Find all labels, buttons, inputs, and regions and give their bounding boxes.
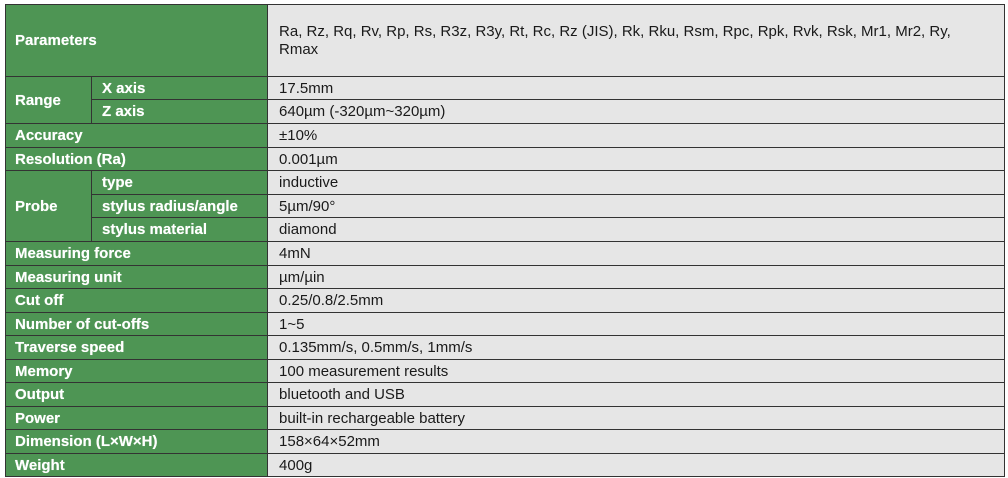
probe-type-label: type	[92, 171, 268, 195]
cut-off-value: 0.25/0.8/2.5mm	[268, 289, 1005, 313]
table-row	[6, 77, 1005, 100]
stylus-material-value: diamond	[268, 218, 1005, 242]
table-row	[6, 313, 1005, 336]
cut-offs-count-label: Number of cut-offs	[6, 313, 268, 336]
table-row	[6, 171, 1005, 195]
measuring-force-label: Measuring force	[6, 242, 268, 266]
memory-value: 100 measurement results	[268, 360, 1005, 383]
measuring-unit-label: Measuring unit	[6, 266, 268, 289]
z-axis-value: 640µm (-320µm~320µm)	[268, 100, 1005, 124]
memory-label: Memory	[6, 360, 268, 383]
accuracy-label: Accuracy	[6, 124, 268, 148]
table-row	[6, 148, 1005, 171]
x-axis-value: 17.5mm	[268, 77, 1005, 100]
table-row	[6, 336, 1005, 360]
power-label: Power	[6, 407, 268, 430]
output-label: Output	[6, 383, 268, 407]
table-row	[6, 383, 1005, 407]
table-row	[6, 218, 1005, 242]
table-row	[6, 454, 1005, 477]
table-row	[6, 5, 1005, 77]
x-axis-label: X axis	[92, 77, 268, 100]
table-row	[6, 360, 1005, 383]
traverse-speed-value: 0.135mm/s, 0.5mm/s, 1mm/s	[268, 336, 1005, 360]
weight-value: 400g	[268, 454, 1005, 477]
cut-offs-count-value: 1~5	[268, 313, 1005, 336]
table-row	[6, 266, 1005, 289]
range-label: Range	[6, 77, 92, 124]
table-row	[6, 100, 1005, 124]
stylus-radius-angle-label: stylus radius/angle	[92, 195, 268, 218]
table-row	[6, 242, 1005, 266]
table-row	[6, 289, 1005, 313]
probe-label: Probe	[6, 171, 92, 242]
accuracy-value: ±10%	[268, 124, 1005, 148]
stylus-material-label: stylus material	[92, 218, 268, 242]
table-row	[6, 124, 1005, 148]
table-row	[6, 407, 1005, 430]
stylus-radius-angle-value: 5µm/90°	[268, 195, 1005, 218]
table-row	[6, 430, 1005, 454]
table-row	[6, 195, 1005, 218]
dimension-value: 158×64×52mm	[268, 430, 1005, 454]
parameters-value: Ra, Rz, Rq, Rv, Rp, Rs, R3z, R3y, Rt, Rc, Rz (JIS), Rk, Rku, Rsm, Rpc, Rpk, Rvk, Rsk, Mr1, Mr2, Ry, Rmax	[268, 5, 1005, 77]
cut-off-label: Cut off	[6, 289, 268, 313]
measuring-unit-value: µm/µin	[268, 266, 1005, 289]
resolution-value: 0.001µm	[268, 148, 1005, 171]
z-axis-label: Z axis	[92, 100, 268, 124]
parameters-label: Parameters	[6, 5, 268, 77]
traverse-speed-label: Traverse speed	[6, 336, 268, 360]
dimension-label: Dimension (L×W×H)	[6, 430, 268, 454]
specification-table	[5, 4, 1005, 477]
resolution-label: Resolution (Ra)	[6, 148, 268, 171]
measuring-force-value: 4mN	[268, 242, 1005, 266]
output-value: bluetooth and USB	[268, 383, 1005, 407]
probe-type-value: inductive	[268, 171, 1005, 195]
weight-label: Weight	[6, 454, 268, 477]
power-value: built-in rechargeable battery	[268, 407, 1005, 430]
